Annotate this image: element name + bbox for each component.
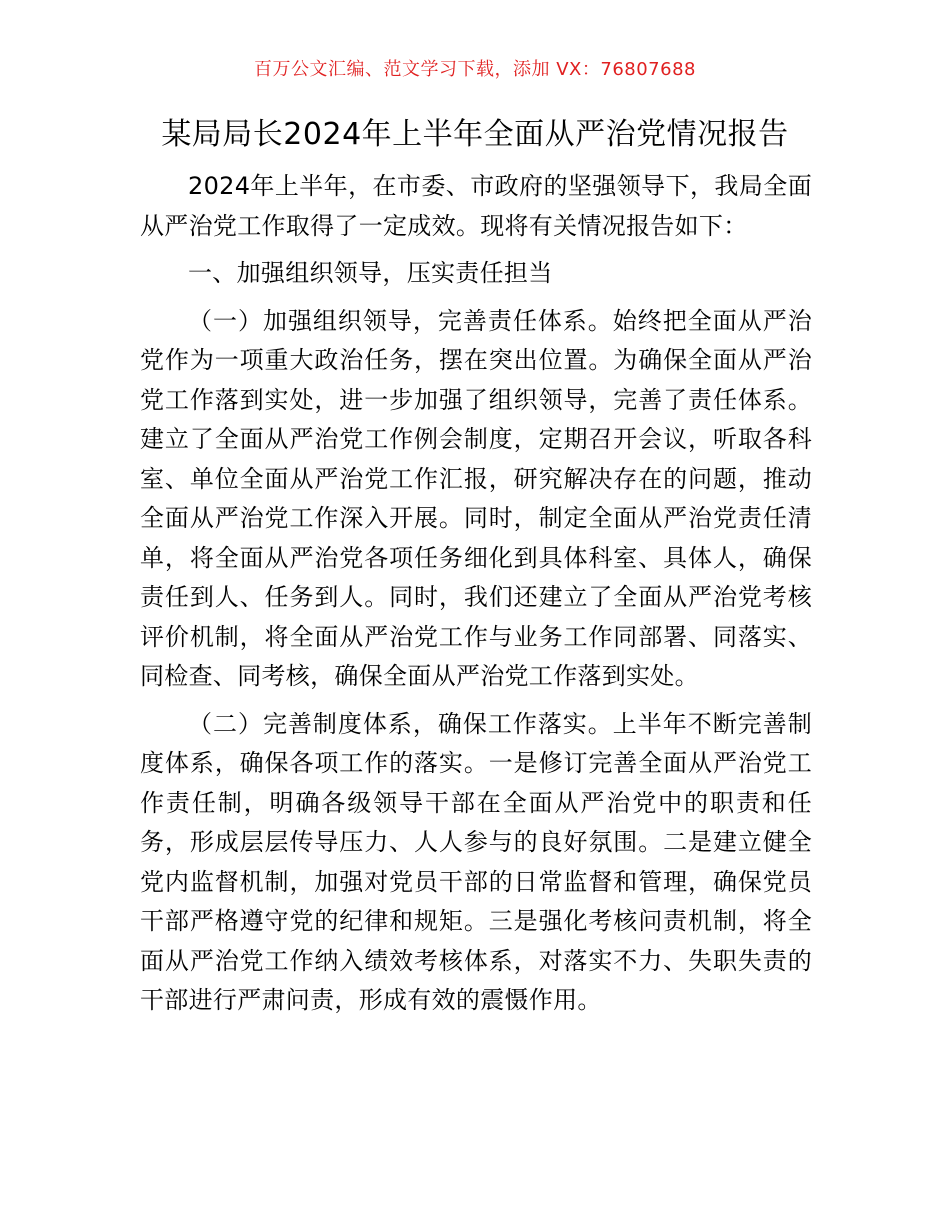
body-paragraph-1: （一）加强组织领导，完善责任体系。始终把全面从严治党作为一项重大政治任务，摆在突出位置。为确保全面从严治党工作落到实处，进一步加强了组织领导，完善了责任体系。建立了全面从严治党工作例会制度，定期召开会议，听取各科室、单位全面从严治党工作汇报，研究解决存在的问题，推动全面从严治党工作深入开展。同时，制定全面从严治党责任清单，将全面从严治党各项任务细化到具体科室、具体人，确保责任到人、任务到人。同时，我们还建立了全面从严治党考核评价机制，将全面从严治党工作与业务工作同部署、同落实、同检查、同考核，确保全面从严治党工作落到实处。 (140, 306, 812, 690)
section-heading-1: 一、加强组织领导，压实责任担当 (188, 259, 553, 287)
intro-paragraph: 2024年上半年，在市委、市政府的坚强领导下，我局全面从严治党工作取得了一定成效。现将有关情况报告如下： (140, 172, 812, 240)
document-body (140, 167, 812, 1021)
document-title: 某局局长2024年上半年全面从严治党情况报告 (161, 117, 789, 152)
header-watermark-note: 百万公文汇编、范文学习下载，添加 VX：76807688 (254, 59, 696, 80)
body-paragraph-2: （二）完善制度体系，确保工作落实。上半年不断完善制度体系，确保各项工作的落实。一是修订完善全面从严治党工作责任制，明确各级领导干部在全面从严治党中的职责和任务，形成层层传导压力、人人参与的良好氛围。二是建立健全党内监督机制，加强对党员干部的日常监督和管理，确保党员干部严格遵守党的纪律和规矩。三是强化考核问责机制，将全面从严治党工作纳入绩效考核体系，对落实不力、失职失责的干部进行严肃问责，形成有效的震慑作用。 (140, 709, 812, 1014)
